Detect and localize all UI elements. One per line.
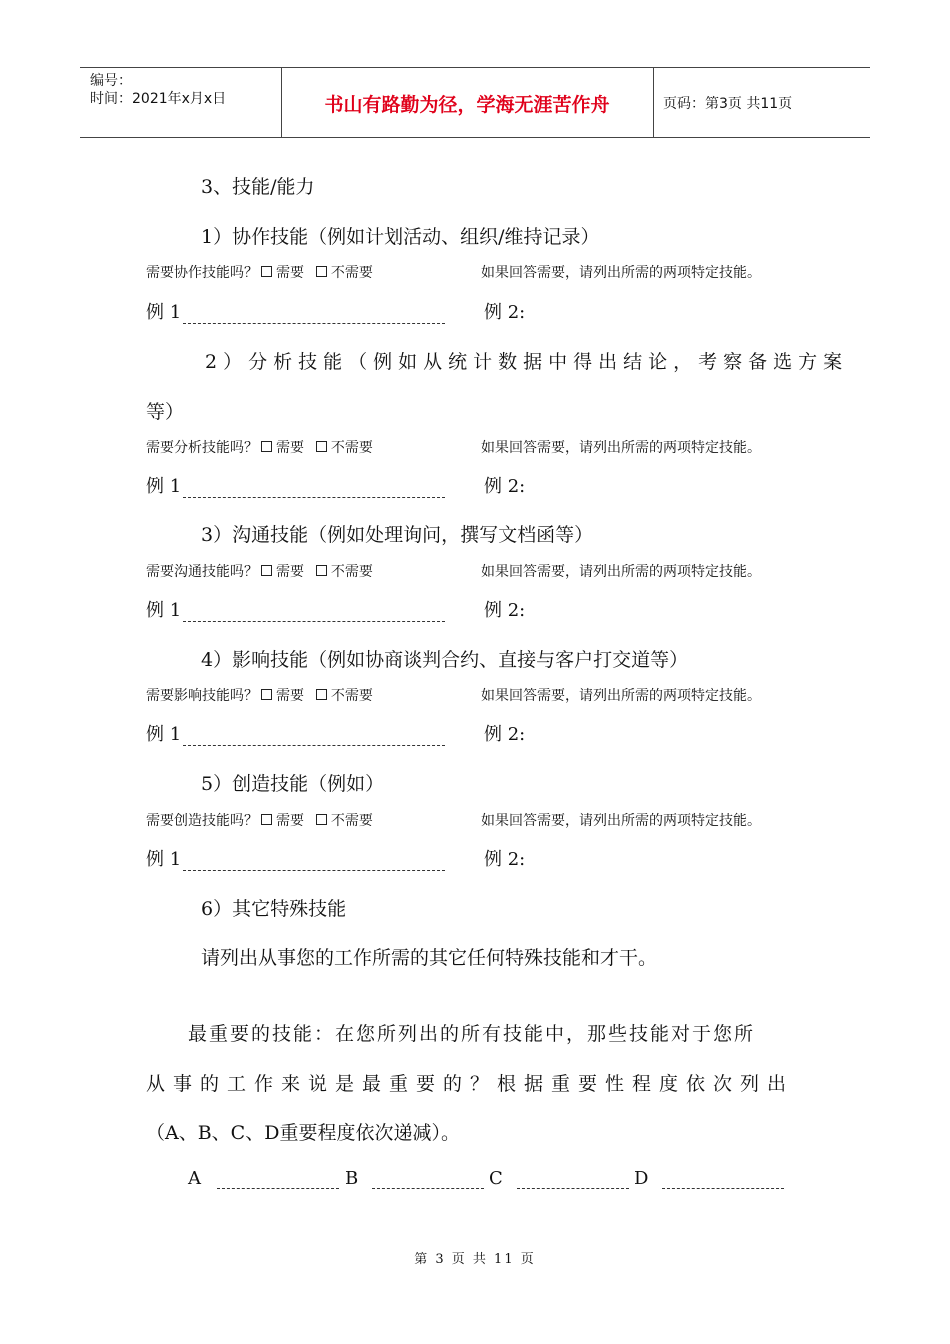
rank-a: [188, 1168, 339, 1189]
question-text: 需要协作技能吗？: [146, 265, 258, 281]
no-need-checkbox[interactable]: [316, 266, 327, 277]
other-skills-title: 6）其它特殊技能: [201, 898, 347, 920]
example-1-label: 例 1: [146, 476, 182, 497]
no-need-checkbox[interactable]: [316, 814, 327, 825]
skill-title: 1）协作技能（例如计划活动、组织/维持记录）: [201, 226, 600, 248]
need-checkbox[interactable]: [261, 689, 272, 700]
time-label: 时间：2021年x月x日: [90, 91, 227, 107]
skill-title-continued: 等）: [146, 401, 185, 423]
no-need-checkbox[interactable]: [316, 565, 327, 576]
instruction-text: 如果回答需要，请列出所需的两项特定技能。: [481, 688, 761, 704]
example-1-row: [146, 472, 445, 498]
rank-c: [489, 1168, 629, 1189]
no-need-label: 不需要: [330, 688, 373, 704]
rank-d: [634, 1168, 784, 1189]
no-need-label: 不需要: [330, 813, 373, 829]
no-need-checkbox[interactable]: [316, 689, 327, 700]
example-1-label: 例 1: [146, 600, 182, 621]
example-1-field[interactable]: [183, 309, 445, 324]
rank-a-label: A: [188, 1168, 201, 1189]
example-2-label: 例 2:: [484, 724, 526, 745]
skill-title: 4）影响技能（例如协商谈判合约、直接与客户打交道等）: [201, 649, 689, 671]
page-header: [80, 67, 870, 138]
no-need-checkbox[interactable]: [316, 441, 327, 452]
rank-d-label: D: [634, 1168, 649, 1189]
header-page-info: 页码：第3页 共11页: [663, 96, 793, 112]
skill-title: 2）分析技能（例如从统计数据中得出结论，考察备选方案: [205, 351, 849, 373]
important-line-3: （A、B、C、D重要程度依次递减）。: [146, 1122, 460, 1144]
skill-need-question: [146, 685, 373, 705]
skill-title: 3）沟通技能（例如处理询问，撰写文档函等）: [201, 524, 594, 546]
example-1-row: [146, 596, 445, 622]
example-2-label: 例 2:: [484, 849, 526, 870]
example-2-label: 例 2:: [484, 600, 526, 621]
rank-a-field[interactable]: [217, 1174, 339, 1189]
example-1-field[interactable]: [183, 483, 445, 498]
skill-need-question: [146, 262, 373, 282]
instruction-text: 如果回答需要，请列出所需的两项特定技能。: [481, 813, 761, 829]
example-1-row: [146, 720, 445, 746]
example-1-field[interactable]: [183, 731, 445, 746]
important-line-2: 从事的工作来说是最重要的？根据重要性程度依次列出: [146, 1073, 795, 1095]
example-1-label: 例 1: [146, 724, 182, 745]
rank-b-label: B: [345, 1168, 359, 1189]
example-2-label: 例 2:: [484, 302, 526, 323]
need-checkbox[interactable]: [261, 814, 272, 825]
section-title: 3、技能/能力: [201, 176, 315, 198]
instruction-text: 如果回答需要，请列出所需的两项特定技能。: [481, 564, 761, 580]
rank-c-field[interactable]: [517, 1174, 629, 1189]
header-motto: 书山有路勤为径，学海无涯苦作舟: [324, 94, 610, 116]
need-checkbox[interactable]: [261, 266, 272, 277]
example-2-label: 例 2:: [484, 476, 526, 497]
number-label: 编号：: [90, 73, 132, 89]
instruction-text: 如果回答需要，请列出所需的两项特定技能。: [481, 440, 761, 456]
need-label: 需要: [276, 564, 304, 580]
rank-b: [345, 1168, 484, 1189]
skill-title: 5）创造技能（例如）: [201, 773, 385, 795]
need-label: 需要: [276, 440, 304, 456]
need-checkbox[interactable]: [261, 441, 272, 452]
example-1-field[interactable]: [183, 607, 445, 622]
header-meta: [90, 72, 226, 108]
page-footer: 第 3 页 共 11 页: [414, 1252, 536, 1267]
need-label: 需要: [276, 265, 304, 281]
example-1-field[interactable]: [183, 856, 445, 871]
rank-d-field[interactable]: [662, 1174, 784, 1189]
need-checkbox[interactable]: [261, 565, 272, 576]
question-text: 需要影响技能吗？: [146, 688, 258, 704]
no-need-label: 不需要: [330, 265, 373, 281]
header-divider: [653, 68, 654, 137]
rank-b-field[interactable]: [372, 1174, 484, 1189]
no-need-label: 不需要: [330, 564, 373, 580]
example-1-label: 例 1: [146, 849, 182, 870]
important-line-1: 最重要的技能：在您所列出的所有技能中，那些技能对于您所: [188, 1023, 756, 1045]
need-label: 需要: [276, 813, 304, 829]
rank-c-label: C: [489, 1168, 503, 1189]
instruction-text: 如果回答需要，请列出所需的两项特定技能。: [481, 265, 761, 281]
example-1-row: [146, 298, 445, 324]
question-text: 需要沟通技能吗？: [146, 564, 258, 580]
question-text: 需要分析技能吗？: [146, 440, 258, 456]
skill-need-question: [146, 437, 373, 457]
other-skills-prompt: 请列出从事您的工作所需的其它任何特殊技能和才干。: [201, 947, 658, 969]
example-1-label: 例 1: [146, 302, 182, 323]
example-1-row: [146, 845, 445, 871]
skill-need-question: [146, 561, 373, 581]
need-label: 需要: [276, 688, 304, 704]
no-need-label: 不需要: [330, 440, 373, 456]
skill-need-question: [146, 810, 373, 830]
question-text: 需要创造技能吗？: [146, 813, 258, 829]
